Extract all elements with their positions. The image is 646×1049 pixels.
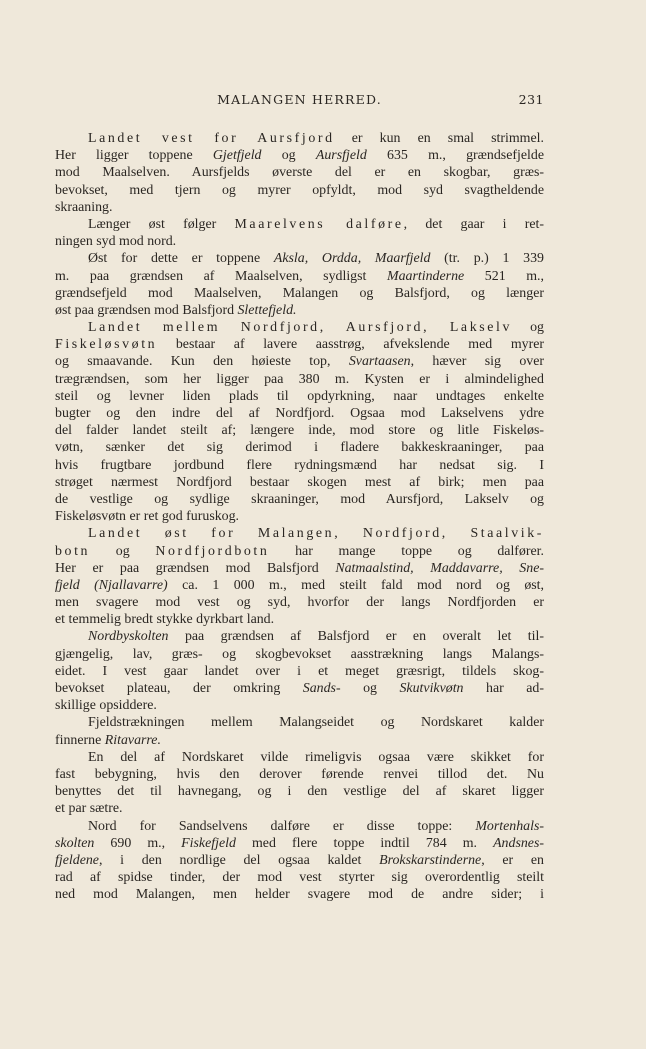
text-run: eidet. I vest gaar landet over i et meget græsrigt, tildels skog- (55, 663, 544, 679)
text-line (55, 319, 544, 336)
spaced-heading: Maarelvens dalføre (234, 216, 404, 232)
text-run: , det gaar i ret- (403, 216, 544, 232)
text-run: men svagere mod vest og syd, hvorfor der langs Nordfjorden er (55, 595, 544, 611)
text-line (55, 439, 544, 456)
text-run: strøget nærmest Nordfjord bestaar skogen mest af birk; men paa (55, 474, 544, 490)
italic-placename: Slettefjeld. (237, 302, 297, 318)
spaced-heading: Landet vest for Aursfjord (88, 131, 335, 146)
text-line (55, 800, 544, 817)
text-line (55, 353, 544, 370)
text-run: og (340, 681, 400, 696)
italic-placename: Maartinderne (387, 268, 465, 284)
text-run: bestaar af lavere aasstrøg, afvekslende med myrer (157, 337, 544, 353)
text-line (55, 835, 544, 852)
text-line (55, 199, 544, 216)
italic-placename: Nordbyskolten (88, 629, 169, 645)
text-run: 635 m., grændsefjelde (366, 148, 544, 164)
text-line (55, 818, 544, 835)
text-line (55, 250, 544, 267)
italic-placename: fjeldene (55, 852, 99, 868)
text-run: Nord for Sandselvens dalføre er disse toppe: (88, 818, 476, 834)
text-run: steil og levner liden plads til opdyrkning, naar undtages enkelte (55, 388, 544, 404)
text-run: rad af spidse tinder, der mod vest styrter sig overordentlig steilt (55, 870, 544, 886)
italic-placename: Aursfjeld (315, 148, 367, 164)
italic-placename: Mortenhals- (475, 818, 544, 834)
text-run: og smaavande. Kun den høieste top, (55, 354, 349, 370)
page-number: 231 (518, 92, 544, 107)
text-line (55, 852, 544, 869)
text-run: , er en (481, 852, 544, 868)
text-line (55, 405, 544, 422)
italic-placename: Natmaalstind, Maddavarre, Sne- (335, 560, 544, 576)
text-line (55, 268, 544, 285)
text-run: benyttes det til havnegang, og i den vestlige del af skaret ligger (55, 784, 544, 800)
text-run: fast bebygning, hvis den derover førende renvei tillod det. Nu (55, 766, 544, 782)
text-line (55, 388, 544, 405)
text-run: med flere toppe indtil 784 m. (235, 835, 494, 851)
text-line (55, 164, 544, 181)
text-run: skraaning. (55, 199, 113, 215)
text-run: ned mod Malangen, men helder svagere mod de andre sider; i (55, 887, 544, 903)
text-line (55, 302, 544, 319)
text-run: Her ligger toppene (55, 148, 213, 164)
text-line (55, 749, 544, 766)
text-run: øst paa grændsen mod Balsfjord (55, 302, 238, 318)
text-line (55, 577, 544, 594)
body-text (55, 130, 544, 903)
text-line (55, 543, 544, 560)
text-line (55, 611, 544, 628)
italic-placename: fjeld (Njallavarre) (55, 577, 168, 593)
text-line (55, 783, 544, 800)
text-run: og (512, 320, 544, 336)
text-run: og (261, 148, 316, 164)
text-run: ningen syd mod nord. (55, 234, 177, 250)
text-line (55, 697, 544, 714)
text-run: En del af Nordskaret vilde rimeligvis ogsaa være skikket for (88, 749, 544, 765)
text-run: bevokset, med tjern og myrer opfyldt, mod syd svagtheldende (55, 182, 544, 198)
text-run: gjængelig, lav, græs- og skogbevokset aasstrækning langs Malangs- (55, 646, 544, 662)
italic-placename: Aksla, Ordda, Maarfjeld (273, 251, 431, 267)
text-run: finnerne (55, 732, 105, 748)
text-line (55, 714, 544, 731)
text-run: 690 m., (94, 835, 182, 851)
text-run: del falder landet steilt af; længere inde, mod store og litle Fiskeløs- (55, 423, 544, 439)
text-run: bevokset plateau, der omkring (55, 681, 303, 696)
text-run: Længer øst følger (88, 216, 235, 232)
text-line (55, 336, 544, 353)
italic-placename: Brokskarstinderne (379, 852, 482, 868)
text-run: Fjeldstrækningen mellem Malangseidet og Nordskaret kalder (88, 715, 544, 731)
text-run: har ad- (463, 681, 544, 696)
text-line (55, 886, 544, 903)
text-run: et par sætre. (55, 801, 123, 817)
italic-placename: Fiskefjeld (181, 835, 236, 851)
text-run: Fiskeløsvøtn er ret god furuskog. (55, 509, 240, 525)
spaced-heading: Landet mellem Nordfjord, Aursfjord, Lakselv (88, 320, 513, 336)
text-run: ca. 1 000 m., med steilt fald mod nord og øst, (167, 577, 544, 593)
italic-placename: Svartaasen (348, 354, 411, 370)
text-run: er kun en smal strimmel. (334, 131, 544, 146)
text-run: de vestlige og sydlige skraaninger, mod Aursfjord, Lakselv og (55, 491, 544, 507)
text-run: grændsefjeld mod Maalselven, Malangen og Balsfjord, og længer (55, 285, 544, 301)
text-run: mod Maalselven. Aursfjelds øverste del er en skogbar, græs- (55, 165, 544, 181)
text-run: skillige opsiddere. (55, 698, 157, 714)
text-run: Øst for dette er toppene (88, 251, 274, 267)
text-line (55, 869, 544, 886)
text-run: bugter og den indre del af Nordfjord. Ogsaa mod Lakselvens ydre (55, 406, 544, 421)
running-title: MALANGEN HERRED. (217, 92, 382, 107)
text-run: , i den nordlige del ogsaa kaldet (98, 852, 380, 868)
text-run: 521 m., (464, 268, 544, 284)
text-line (55, 371, 544, 388)
text-line (55, 628, 544, 645)
text-line (55, 422, 544, 439)
italic-placename: skolten (55, 835, 95, 851)
text-line (55, 474, 544, 491)
text-line (55, 130, 544, 147)
text-line (55, 457, 544, 474)
text-run: paa grændsen af Balsfjord er en overalt let til- (168, 629, 544, 645)
italic-placename: Ritavarre. (104, 732, 161, 748)
text-line (55, 594, 544, 611)
text-line (55, 766, 544, 783)
text-line (55, 663, 544, 680)
running-head (55, 92, 544, 110)
italic-placename: Skutvikvøtn (399, 681, 464, 696)
text-line (55, 680, 544, 697)
text-line (55, 285, 544, 302)
text-line (55, 233, 544, 250)
text-run: og (90, 543, 156, 559)
text-line (55, 560, 544, 577)
text-run: vøtn, sænker det sig derimod i fladere bakkeskraaninger, paa (55, 440, 544, 456)
spaced-heading: Landet øst for Malangen, Nordfjord, Staalvik- (88, 526, 544, 542)
text-line (55, 216, 544, 233)
text-run: hvis frugtbare jordbund flere rydningsmænd har nedsat sig. I (55, 457, 544, 473)
text-line (55, 147, 544, 164)
text-run: (tr. p.) 1 339 (430, 251, 544, 267)
spaced-heading: Fiskeløsvøtn (55, 337, 158, 353)
text-run: Her er paa grændsen mod Balsfjord (55, 560, 336, 576)
italic-placename: Andsnes- (493, 835, 544, 851)
text-line (55, 491, 544, 508)
spaced-heading: botn (55, 543, 91, 559)
spaced-heading: Nordfjordbotn (155, 543, 270, 559)
text-run: et temmelig bredt stykke dyrkbart land. (55, 612, 275, 628)
italic-placename: Gjetfjeld (212, 148, 262, 164)
text-line (55, 508, 544, 525)
text-line (55, 182, 544, 199)
text-line (55, 732, 544, 749)
italic-placename: Sands- (302, 681, 341, 696)
text-run: m. paa grændsen af Maalselven, sydligst (55, 268, 388, 284)
text-run: trægrændsen, som her ligger paa 380 m. Kysten er i almindelighed (55, 371, 544, 387)
text-line (55, 646, 544, 663)
text-line (55, 525, 544, 542)
text-run: har mange toppe og dalfører. (269, 543, 544, 559)
text-run: , hæver sig over (410, 354, 544, 370)
